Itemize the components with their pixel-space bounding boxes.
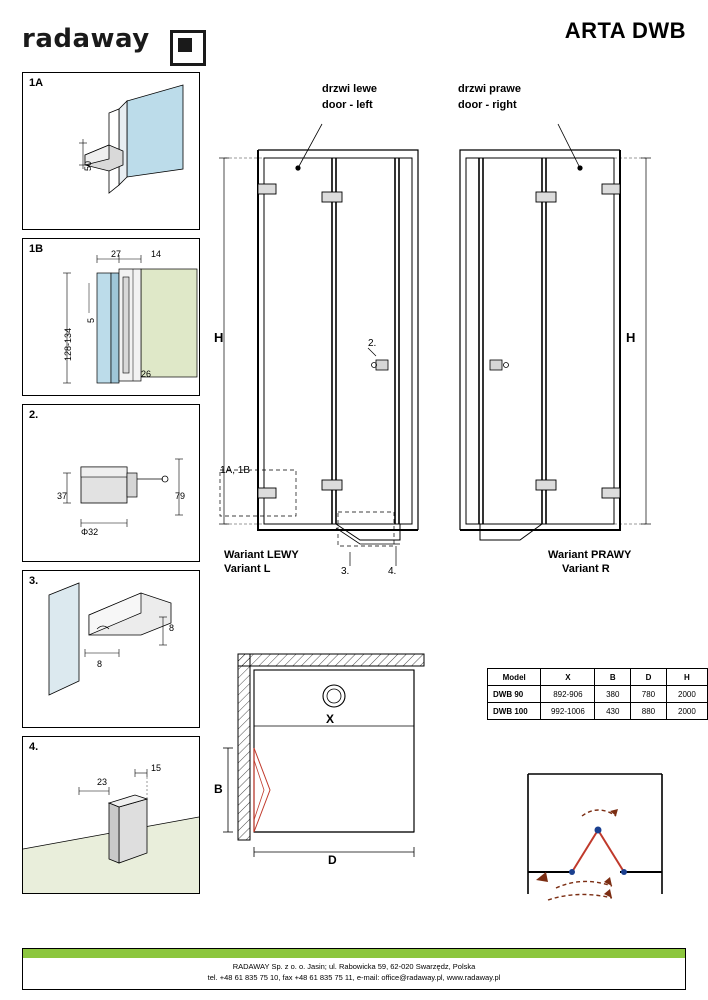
detail-4-dim-23: 23 xyxy=(97,777,108,787)
detail-panel-3 xyxy=(22,570,200,728)
detail-label-1a: 1A xyxy=(29,77,44,89)
spec-header-model: Model xyxy=(488,669,541,686)
spec-cell-b: 430 xyxy=(595,703,631,720)
spec-cell-b: 380 xyxy=(595,686,631,703)
variant-right-pl: Wariant PRAWY xyxy=(548,549,632,561)
detail-1b-dim-14: 14 xyxy=(151,249,162,259)
detail-3-dim-8-b: 8 xyxy=(169,623,175,633)
variant-right-en: Variant R xyxy=(562,563,610,575)
elevation-left-height-label: H xyxy=(214,330,224,345)
detail-1a-dim-50: 50 xyxy=(83,160,93,171)
spec-header-b: B xyxy=(595,669,631,686)
detail-panel-1a xyxy=(22,72,200,230)
detail-1b-dim-5: 5 xyxy=(86,317,96,323)
detail-1b-dim-26: 26 xyxy=(141,369,152,379)
callout-door-right-en: door - right xyxy=(458,99,517,111)
detail-label-3: 3. xyxy=(29,575,39,587)
variant-left-en: Variant L xyxy=(224,563,271,575)
plan-view-drawing xyxy=(208,640,458,870)
elevation-left-marker-3: 3. xyxy=(341,566,350,577)
footer-address: RADAWAY Sp. z o. o. Jasin; ul. Rabowicka 59, 62-020 Swarzędz, Polska xyxy=(232,962,476,971)
detail-panel-2 xyxy=(22,404,200,562)
elevation-left-marker-4: 4. xyxy=(388,566,397,577)
callout-door-left-pl: drzwi lewe xyxy=(322,83,378,95)
detail-4-dim-15: 15 xyxy=(151,763,162,773)
detail-3-dim-8-a: 8 xyxy=(97,659,103,669)
elevation-right-variant xyxy=(440,80,670,590)
detail-panel-1b xyxy=(22,238,200,396)
detail-2-dim-diameter-32: Φ32 xyxy=(81,527,99,537)
brand-logo xyxy=(22,16,202,58)
detail-1b-dim-27: 27 xyxy=(111,249,122,259)
elevation-right-drawing xyxy=(440,80,670,590)
plan-dim-x: X xyxy=(326,712,335,726)
footer xyxy=(22,948,686,990)
spec-header-x: X xyxy=(541,669,595,686)
detail-label-4: 4. xyxy=(29,741,39,753)
brand-name: radaway xyxy=(22,24,150,54)
elevation-left-marker-1a1b: 1A, 1B xyxy=(220,465,251,476)
spec-cell-x: 892-906 xyxy=(541,686,595,703)
detail-2-dim-37: 37 xyxy=(57,491,68,501)
table-row xyxy=(488,703,708,720)
elevation-left-variant xyxy=(210,80,440,590)
callout-door-right-pl: drzwi prawe xyxy=(458,83,521,95)
variant-left-pl: Wariant LEWY xyxy=(224,549,299,561)
radaway-square-mark-icon xyxy=(170,30,206,66)
elevation-left-drawing xyxy=(210,80,440,590)
footer-accent-bar xyxy=(23,949,685,958)
spec-table xyxy=(487,668,708,720)
detail-2-dim-79: 79 xyxy=(175,491,186,501)
detail-4-drawing xyxy=(23,737,199,893)
spec-header-h: H xyxy=(666,669,707,686)
spec-cell-model: DWB 90 xyxy=(488,686,541,703)
elevation-right-height-label: H xyxy=(626,330,636,345)
detail-2-drawing xyxy=(23,405,199,561)
detail-1b-dim-128-134: 128-134 xyxy=(63,327,73,361)
spec-cell-d: 880 xyxy=(631,703,667,720)
operation-diagram-drawing xyxy=(512,768,682,918)
detail-label-2: 2. xyxy=(29,409,39,421)
operation-diagram xyxy=(512,768,682,918)
detail-1b-drawing xyxy=(23,239,199,395)
footer-contact: tel. +48 61 835 75 10, fax +48 61 835 75 11, e-mail: office@radaway.pl, www.radaway.pl xyxy=(207,973,501,982)
detail-1a-drawing xyxy=(23,73,199,229)
detail-label-1b: 1B xyxy=(29,243,44,255)
spec-cell-model: DWB 100 xyxy=(488,703,541,720)
spec-header-d: D xyxy=(631,669,667,686)
elevation-left-marker-2: 2. xyxy=(368,338,377,349)
table-row xyxy=(488,686,708,703)
callout-door-left-en: door - left xyxy=(322,99,373,111)
detail-3-drawing xyxy=(23,571,199,727)
detail-panel-4 xyxy=(22,736,200,894)
spec-cell-x: 992-1006 xyxy=(541,703,595,720)
spec-table-header-row xyxy=(488,669,708,686)
page-title: ARTA DWB xyxy=(564,18,686,43)
plan-view xyxy=(208,640,458,870)
spec-cell-h: 2000 xyxy=(666,703,707,720)
spec-cell-h: 2000 xyxy=(666,686,707,703)
plan-dim-b: B xyxy=(214,782,223,796)
spec-cell-d: 780 xyxy=(631,686,667,703)
plan-dim-d: D xyxy=(328,853,337,867)
